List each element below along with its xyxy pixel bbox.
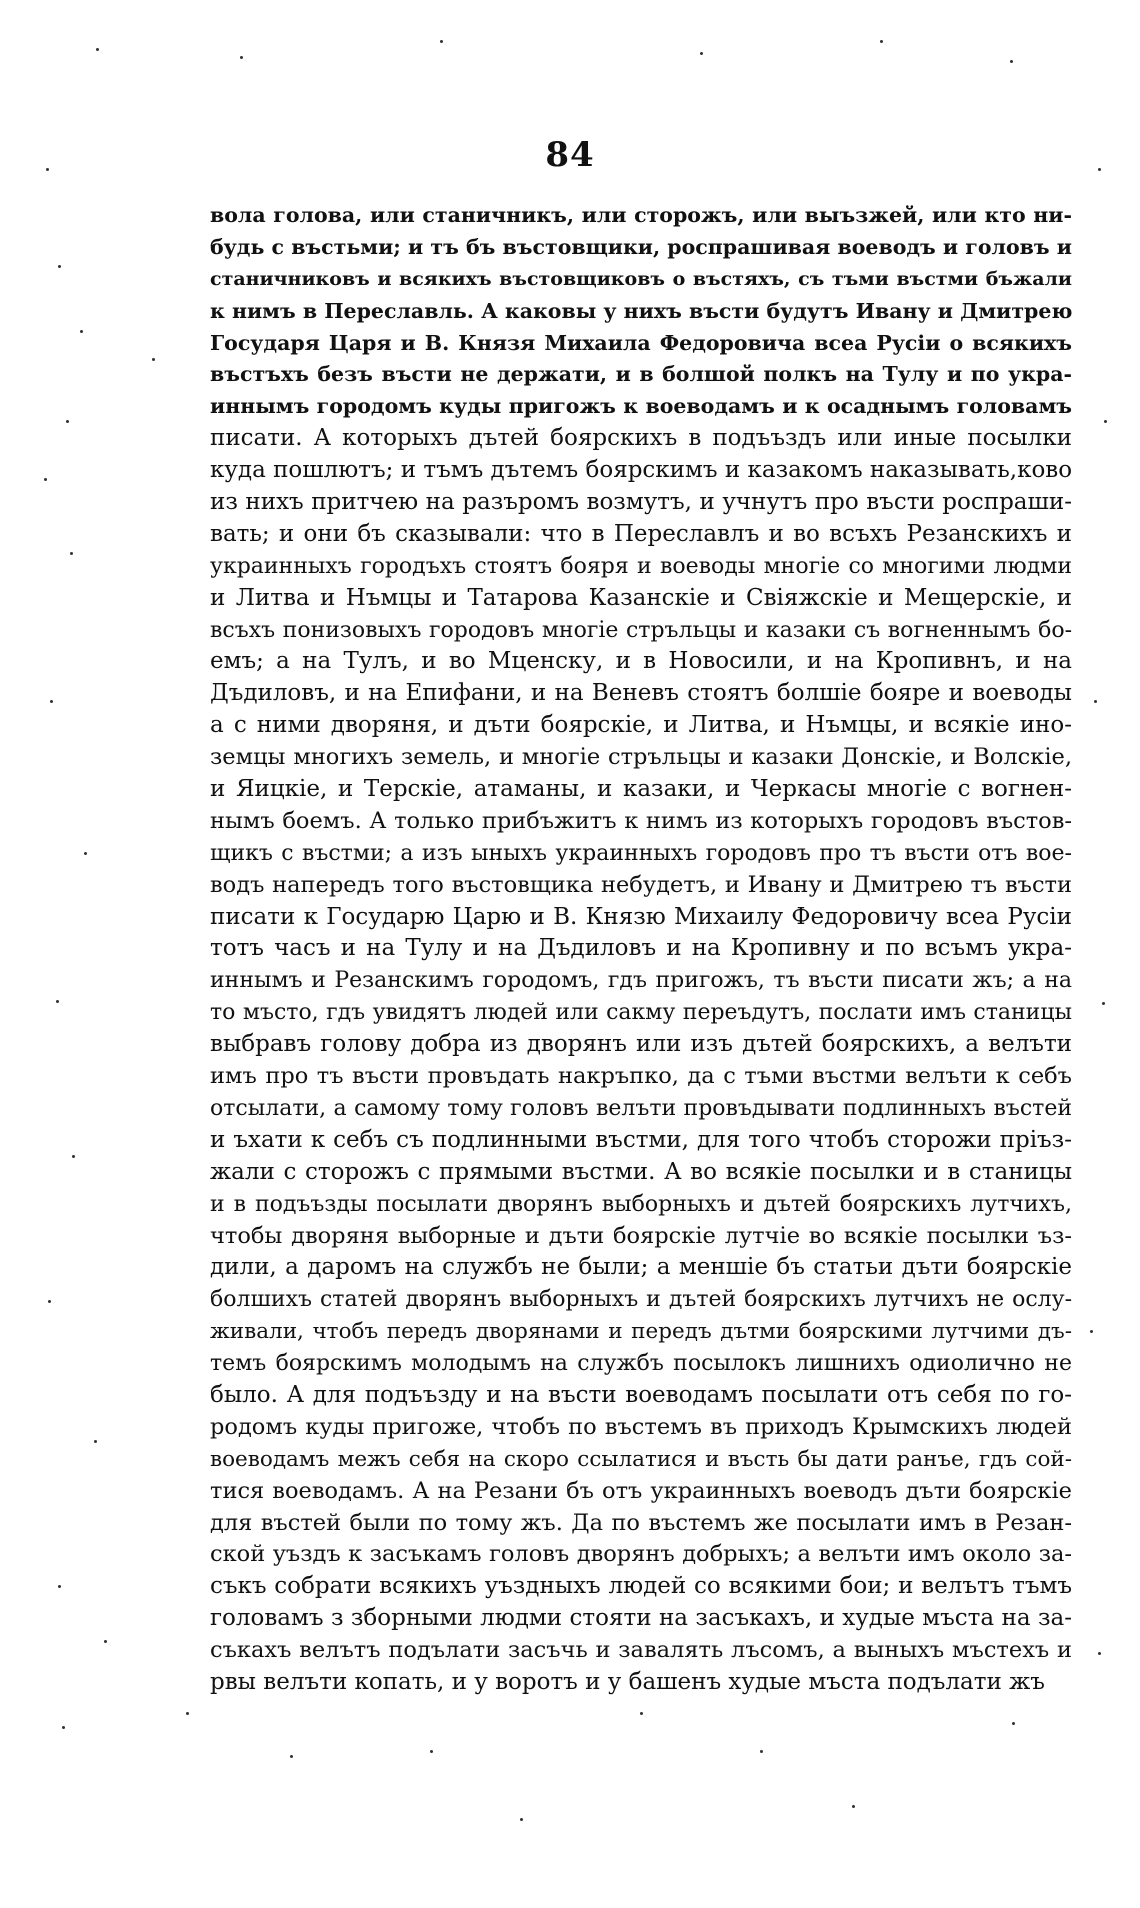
text-line: съкахъ велътъ подълати засъчь и завалять лъсомъ, а выныхъ мъстехъ и [210, 1637, 1072, 1664]
scan-speck [1010, 60, 1013, 63]
text-line: вола голова, или станичникъ, или сторожъ, или выъзжей, или кто ни- [210, 203, 1072, 227]
scan-speck [1090, 1330, 1093, 1333]
scan-speck [80, 330, 83, 333]
text-line: а с ними дворяня, и дъти боярскіе, и Литва, и Нъмцы, и всякіе ино- [210, 712, 1072, 739]
text-line: для въстей были по тому жъ. Да по въстемъ же посылати имъ в Резан- [210, 1509, 1072, 1536]
text-line: отсылати, а самому тому головъ велъти провъдывати подлинныхъ въстей [210, 1095, 1072, 1121]
text-line: водъ напередъ того въстовщика небудетъ, и Ивану и Дмитрею тъ въсти [210, 871, 1072, 898]
scan-speck [186, 1712, 189, 1715]
text-line: и Яицкіе, и Терскіе, атаманы, и казаки, и Черкасы многіе с вогнен- [210, 776, 1072, 803]
scan-speck [1094, 700, 1097, 703]
text-line: головамъ з зборными людми стояти на засъкахъ, и худые мъста на за- [210, 1605, 1072, 1632]
text-line: ской уъздъ к засъкамъ головъ дворянъ добрыхъ; а велъти имъ около за- [210, 1541, 1072, 1568]
text-line: съкъ собрати всякихъ уъздныхъ людей со всякими бои; и велътъ тъмъ [210, 1573, 1072, 1600]
text-line: дили, а даромъ на службъ не были; а меншіе бъ статьи дъти боярскіе [210, 1254, 1072, 1281]
scan-speck [66, 420, 69, 423]
text-line: куда пошлютъ; и тъмъ дътемъ боярскимъ и казакомъ наказывать,ково [210, 457, 1072, 484]
text-line: к нимъ в Переславль. А каковы у нихъ въсти будутъ Ивану и Дмитрею [210, 298, 1072, 323]
text-line: иннымъ городомъ куды пригожъ к воеводамъ и к осаднымъ головамъ [210, 394, 1072, 419]
text-line: Государя Царя и В. Князя Михаила Федоровича всеа Русіи о всякихъ [210, 330, 1072, 355]
text-line: было. А для подъъзду и на въсти воеводамъ посылати отъ себя по го- [210, 1381, 1072, 1408]
scan-speck [96, 48, 99, 51]
text-line: иннымъ и Резанскимъ городомъ, гдъ пригожъ, тъ въсти писати жъ; а на [210, 968, 1072, 994]
text-line: родомъ куды пригоже, чтобъ по въстемъ въ приходъ Крымскихъ людей [210, 1413, 1072, 1440]
scan-speck [70, 552, 73, 555]
text-line: воеводамъ межъ себя на скоро ссылатися и въсть бы дати ранъе, гдъ сой- [210, 1446, 1072, 1472]
scan-speck [520, 1818, 523, 1821]
scan-speck [430, 1750, 433, 1753]
scan-speck [50, 700, 53, 703]
text-line: имъ про тъ въсти провъдать накръпко, да с тъми въстми велъти к себъ [210, 1063, 1072, 1090]
text-line: тотъ часъ и на Тулу и на Дъдиловъ и на Кропивну и по всъмъ укра- [210, 935, 1072, 962]
text-line: и Литва и Нъмцы и Татарова Казанскіе и Свіяжскіе и Мещерскіе, и [210, 584, 1072, 611]
scan-speck [58, 1585, 61, 1588]
text-line: въстъхъ безъ въсти не держати, и в болшой полкъ на Тулу и по укра- [210, 362, 1072, 387]
text-line: темъ боярскимъ молодымъ на службъ посылокъ лишнихъ одиолично не [210, 1351, 1072, 1377]
text-line: рвы велъти копать, и у воротъ и у башенъ худые мъста подълати жъ [210, 1668, 1045, 1695]
text-line: земцы многихъ земель, и многіе стръльцы и казаки Донскіе, и Волскіе, [210, 744, 1072, 771]
scan-speck [1098, 168, 1101, 171]
text-line: станичниковъ и всякихъ въстовщиковъ о въстяхъ, съ тъми въстми бъжали [210, 267, 1072, 290]
scan-speck [760, 1750, 763, 1753]
scan-speck [152, 358, 155, 361]
text-line: из нихъ притчею на разъромъ возмутъ, и учнутъ про въсти роспраши- [210, 489, 1072, 516]
text-line: тися воеводамъ. А на Резани бъ отъ украинныхъ воеводъ дъти боярскіе [210, 1477, 1072, 1504]
text-line: болшихъ статей дворянъ выборныхъ и дътей боярскихъ лутчихъ не ослу- [210, 1287, 1072, 1313]
scan-speck [46, 168, 49, 171]
text-line: писати. А которыхъ дътей боярскихъ в подъъздъ или иные посылки [210, 425, 1072, 452]
text-line: будь с въстьми; и тъ бъ въстовщики, роспрашивая воеводъ и головъ и [210, 234, 1072, 259]
text-line: выбравъ голову добра из дворянъ или изъ дътей боярскихъ, а велъти [210, 1031, 1072, 1058]
text-line: всъхъ понизовыхъ городовъ многіе стръльцы и казаки съ вогненнымъ бо- [210, 617, 1072, 643]
text-line: жали с сторожъ с прямыми въстми. А во всякіе посылки и в станицы [210, 1158, 1072, 1185]
scan-speck [48, 1300, 51, 1303]
text-line: и в подъъзды посылати дворянъ выборныхъ и дътей боярскихъ лутчихъ, [210, 1191, 1072, 1217]
scan-speck [1098, 1652, 1101, 1655]
scan-speck [880, 40, 883, 43]
scan-speck [94, 1440, 97, 1443]
text-line: емъ; а на Тулъ, и во Мценску, и в Новосили, и на Кропивнъ, и на [210, 648, 1072, 675]
scan-speck [700, 52, 703, 55]
scan-speck [56, 1000, 59, 1003]
scan-speck [1104, 420, 1107, 423]
text-line: чтобы дворяня выборные и дъти боярскіе лутчіе во всякіе посылки ъз- [210, 1222, 1072, 1249]
scan-speck [104, 1640, 107, 1643]
scan-speck [44, 478, 47, 481]
text-line: украинныхъ городъхъ стоятъ бояря и воеводы многіе со многими людми [210, 553, 1072, 579]
text-line: писати к Государю Царю и В. Князю Михаилу Федоровичу всеа Русіи [210, 903, 1072, 930]
body-text [210, 200, 1072, 1699]
text-line: и ъхати к себъ съ подлинными въстми, для того чтобъ сторожи пріъз- [210, 1126, 1072, 1153]
text-line: то мъсто, гдъ увидятъ людей или сакму переъдутъ, послати имъ станицы [210, 1000, 1072, 1026]
scan-speck [84, 852, 87, 855]
scan-speck [58, 265, 61, 268]
text-line: щикъ с въстми; а изъ ыныхъ украинныхъ городовъ про тъ въсти отъ вое- [210, 840, 1072, 866]
scan-speck [240, 56, 243, 59]
scan-speck [1102, 1002, 1105, 1005]
text-line: вать; и они бъ сказывали: что в Переславлъ и во всъхъ Резанскихъ и [210, 520, 1072, 547]
scan-speck [72, 1155, 75, 1158]
text-line: живали, чтобъ передъ дворянами и передъ дътми боярскими лутчими дъ- [210, 1319, 1072, 1345]
scan-speck [1012, 1722, 1015, 1725]
scan-speck [62, 1726, 65, 1729]
scan-speck [640, 1712, 643, 1715]
text-line: нымъ боемъ. А только прибъжитъ к нимъ из которыхъ городовъ въстов- [210, 807, 1072, 834]
scan-speck [290, 1755, 293, 1758]
page-number: 84 [545, 135, 595, 175]
scan-speck [440, 40, 443, 43]
text-line: Дъдиловъ, и на Епифани, и на Веневъ стоятъ болшіе бояре и воеводы [210, 680, 1072, 707]
scan-speck [852, 1805, 855, 1808]
